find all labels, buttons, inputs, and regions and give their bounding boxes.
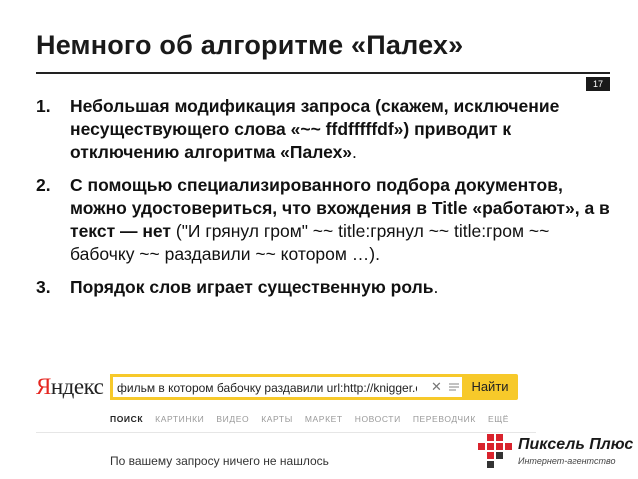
list-item-bold-text: С помощью специализированного подбора документов, можно удостовериться, что вхождения в Title «работают», а в текст — нет	[70, 175, 610, 241]
tab-maps[interactable]: КАРТЫ	[261, 414, 293, 424]
pixel-plus-mark-icon	[478, 434, 512, 470]
brand-tagline: Интернет-агентство	[518, 456, 616, 466]
list-item-number: 2.	[36, 175, 51, 195]
bullet-list	[36, 95, 610, 309]
yandex-tabs	[110, 414, 521, 424]
search-input[interactable]	[117, 378, 417, 398]
tab-search[interactable]: ПОИСК	[110, 414, 144, 424]
brand-name: Пиксель Плюс	[518, 436, 634, 453]
yandex-search-box[interactable]	[110, 374, 462, 400]
slide-title: Немного об алгоритме «Палех»	[36, 30, 464, 60]
tab-video[interactable]: ВИДЕО	[216, 414, 250, 424]
list-item	[36, 95, 610, 164]
list-item-bold-text: Небольшая модификация запроса (скажем, исключение несуществующего слова «~~ ffdfffffdf») приводит к отключению алгоритма «Палех»	[70, 96, 560, 162]
list-item-bold-text: Порядок слов играет существенную роль	[70, 277, 434, 297]
tab-news[interactable]: НОВОСТИ	[354, 414, 401, 424]
list-item	[36, 174, 610, 266]
list-item-normal-text: .	[352, 142, 357, 162]
tab-images[interactable]: КАРТИНКИ	[155, 414, 205, 424]
list-item-normal-text: ("И грянул гром" ~~ title:грянул ~~ title:гром ~~ бабочку ~~ раздавили ~~ котором …).	[70, 221, 550, 264]
search-button[interactable]: Найти	[462, 374, 518, 400]
list-item	[36, 276, 610, 299]
yandex-logo-rest: ндекс	[50, 374, 104, 399]
clear-icon[interactable]: ✕	[431, 379, 442, 394]
tab-market[interactable]: МАРКЕТ	[304, 414, 343, 424]
keyboard-icon[interactable]	[447, 380, 461, 394]
pixel-plus-logo	[478, 434, 634, 474]
tab-translate[interactable]: ПЕРЕВОДЧИК	[412, 414, 476, 424]
yandex-logo[interactable]	[36, 374, 103, 400]
tab-more[interactable]: ЕЩЁ	[487, 414, 510, 424]
list-item-normal-text: .	[433, 277, 439, 297]
page-number-badge: 17	[586, 77, 610, 91]
tabs-divider	[36, 432, 536, 433]
yandex-logo-first-letter: Я	[36, 374, 51, 399]
no-results-message: По вашему запросу ничего не нашлось	[110, 454, 329, 468]
list-item-number: 3.	[36, 277, 51, 297]
title-divider	[36, 72, 610, 74]
yandex-search-screenshot	[36, 368, 536, 479]
list-item-number: 1.	[36, 96, 51, 116]
